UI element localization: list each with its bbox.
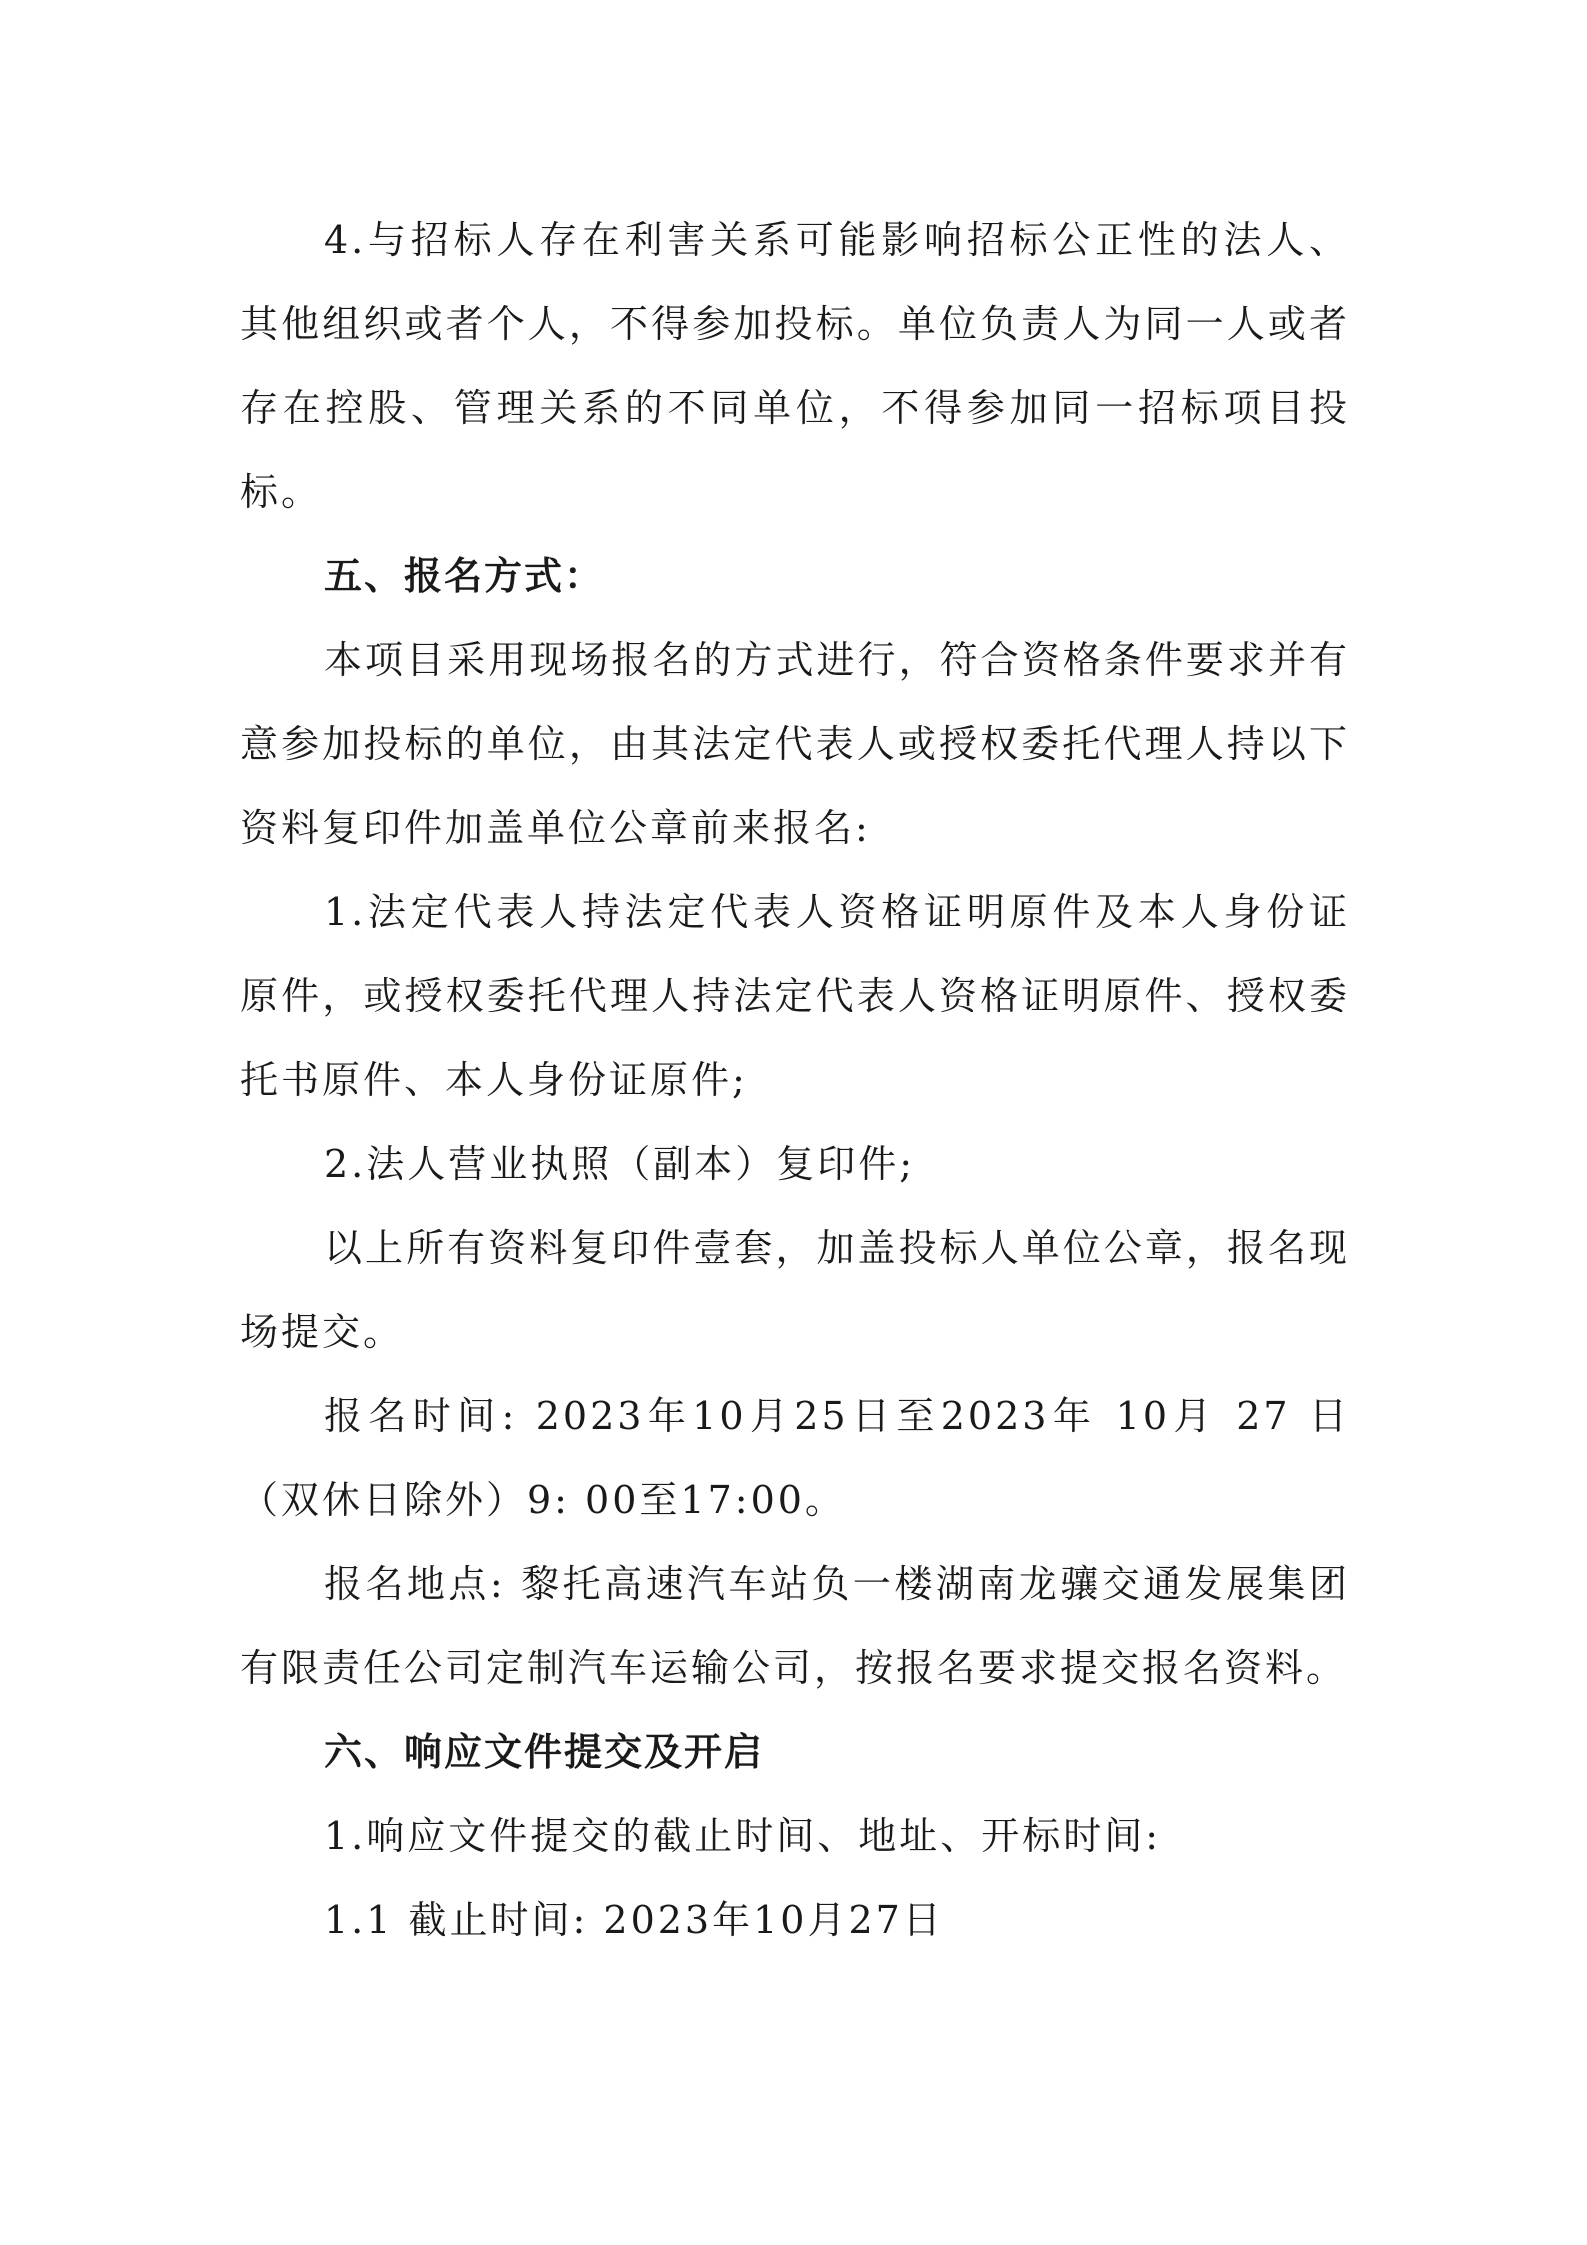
paragraph-registration-location: 报名地点: 黎托高速汽车站负一楼湖南龙骧交通发展集团有限责任公司定制汽车运输公司，按报名要求提交报名资料。 bbox=[240, 1562, 1350, 1690]
section-heading-response-submission: 六、响应文件提交及开启 bbox=[324, 1730, 765, 1774]
paragraph-registration-item-1: 1.法定代表人持法定代表人资格证明原件及本人身份证原件，或授权委托代理人持法定代表人资格证明原件、授权委托书原件、本人身份证原件; bbox=[240, 890, 1350, 1102]
paragraph-response-deadline-intro: 1.响应文件提交的截止时间、地址、开标时间: bbox=[324, 1814, 1162, 1858]
paragraph-registration-intro: 本项目采用现场报名的方式进行，符合资格条件要求并有意参加投标的单位，由其法定代表人或授权委托代理人持以下资料复印件加盖单位公章前来报名: bbox=[240, 638, 1350, 850]
paragraph-4-conflict-of-interest: 4.与招标人存在利害关系可能影响招标公正性的法人、其他组织或者个人，不得参加投标。单位负责人为同一人或者存在控股、管理关系的不同单位，不得参加同一招标项目投标。 bbox=[240, 218, 1350, 514]
section-heading-registration-method: 五、报名方式： bbox=[324, 554, 605, 598]
paragraph-registration-time: 报名时间: 2023年10月25日至2023年 10月 27 日（双休日除外）9: 00至17:00。 bbox=[240, 1394, 1350, 1522]
paragraph-registration-item-2: 2.法人营业执照（副本）复印件; bbox=[324, 1142, 916, 1186]
document-body bbox=[240, 198, 1350, 1962]
paragraph-response-deadline-date: 1.1 截止时间: 2023年10月27日 bbox=[324, 1898, 944, 1942]
paragraph-registration-submission: 以上所有资料复印件壹套，加盖投标人单位公章，报名现场提交。 bbox=[240, 1226, 1350, 1354]
